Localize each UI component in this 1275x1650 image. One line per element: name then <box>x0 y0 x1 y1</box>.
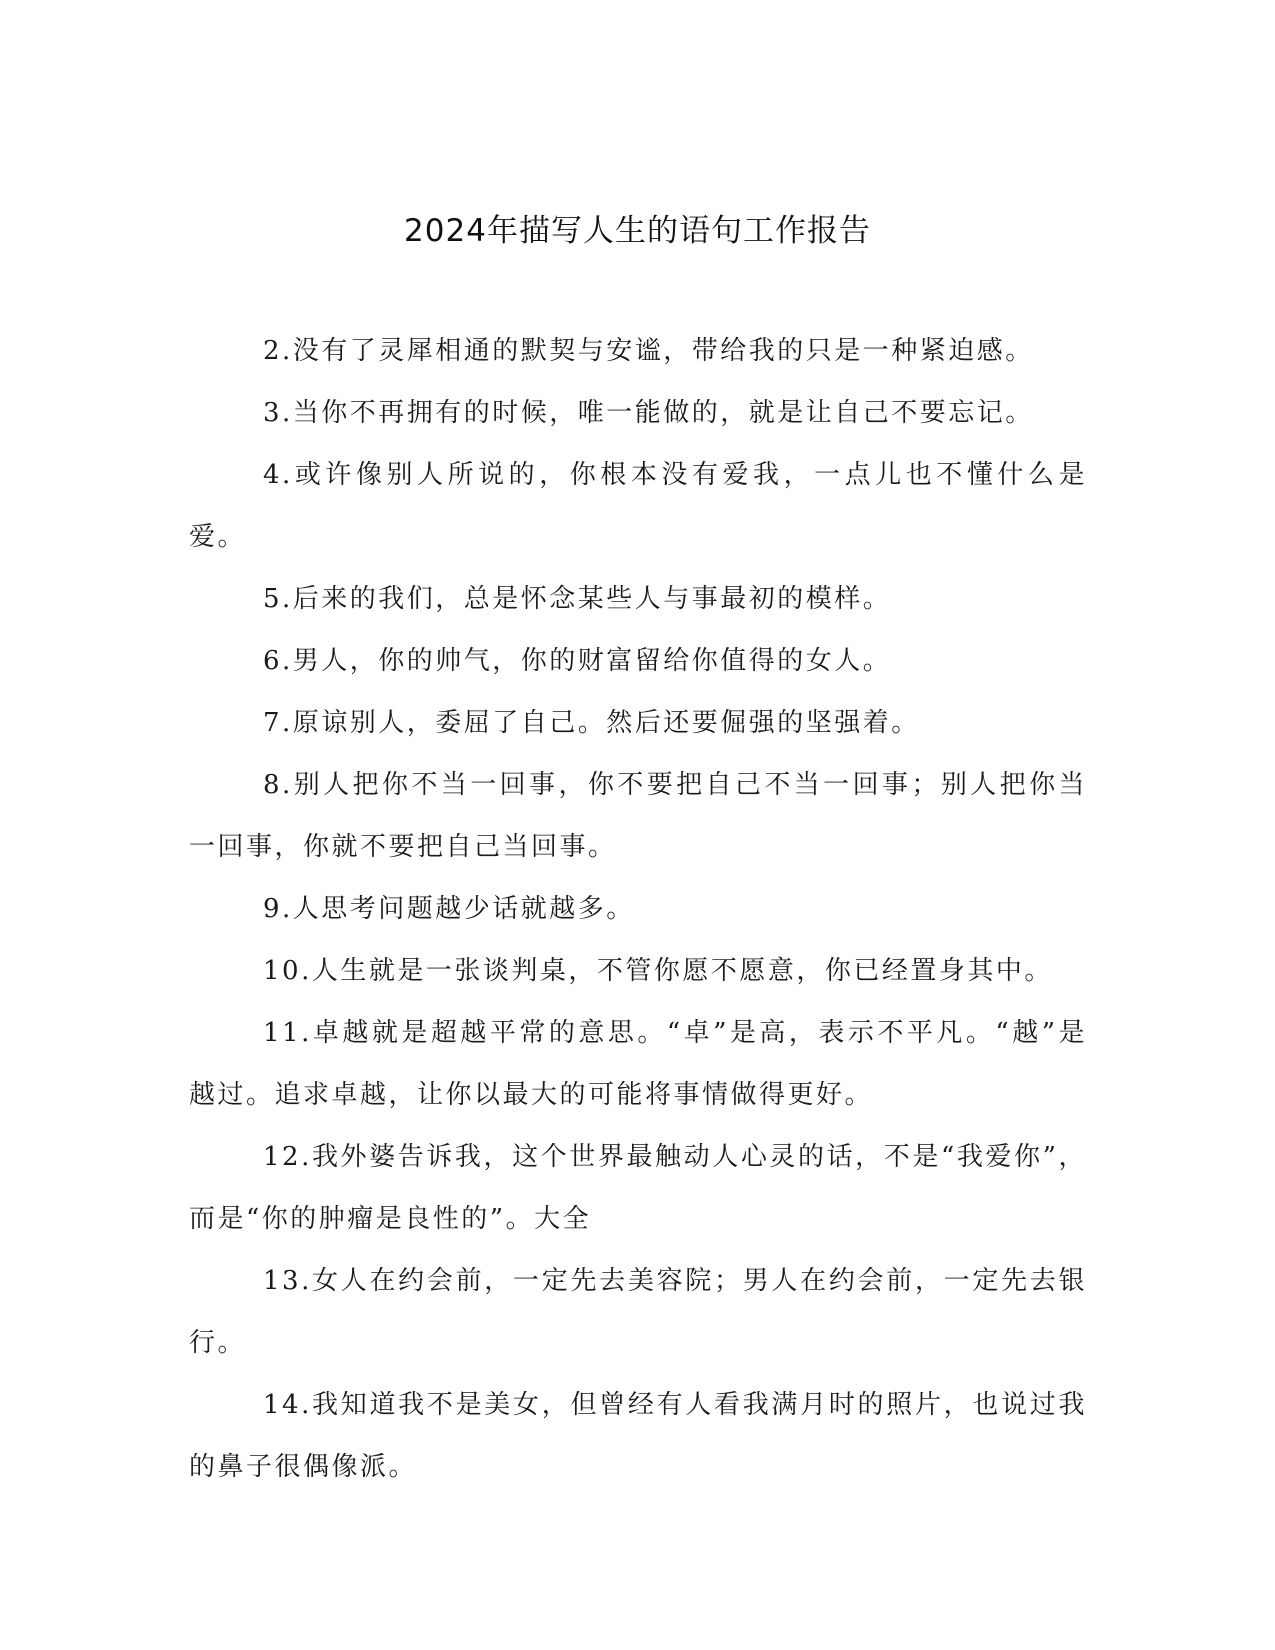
paragraph: 8.别人把你不当一回事，你不要把自己不当一回事；别人把你当一回事，你就不要把自己当回事。 <box>189 770 1087 862</box>
paragraph: 9.人思考问题越少话就越多。 <box>263 894 635 924</box>
document-title: 2024年描写人生的语句工作报告 <box>404 213 871 249</box>
paragraph: 5.后来的我们，总是怀念某些人与事最初的模样。 <box>263 584 892 614</box>
paragraph: 10.人生就是一张谈判桌，不管你愿不愿意，你已经置身其中。 <box>263 956 1053 986</box>
paragraph: 13.女人在约会前，一定先去美容院；男人在约会前，一定先去银行。 <box>189 1266 1087 1358</box>
paragraph: 3.当你不再拥有的时候，唯一能做的，就是让自己不要忘记。 <box>263 398 1034 428</box>
paragraph: 6.男人，你的帅气，你的财富留给你值得的女人。 <box>263 646 892 676</box>
paragraph: 11.卓越就是超越平常的意思。“卓”是高，表示不平凡。“越”是越过。追求卓越，让你以最大的可能将事情做得更好。 <box>189 1018 1087 1110</box>
paragraph: 14.我知道我不是美女，但曾经有人看我满月时的照片，也说过我的鼻子很偶像派。 <box>189 1390 1087 1482</box>
paragraph: 12.我外婆告诉我，这个世界最触动人心灵的话，不是“我爱你”，而是“你的肿瘤是良性的”。大全 <box>189 1142 1087 1234</box>
paragraph: 7.原谅别人，委屈了自己。然后还要倔强的坚强着。 <box>263 708 920 738</box>
paragraph: 2.没有了灵犀相通的默契与安谧，带给我的只是一种紧迫感。 <box>263 336 1034 366</box>
paragraph: 4.或许像别人所说的，你根本没有爱我，一点儿也不懂什么是爱。 <box>189 460 1087 552</box>
document-body <box>189 320 1087 1498</box>
